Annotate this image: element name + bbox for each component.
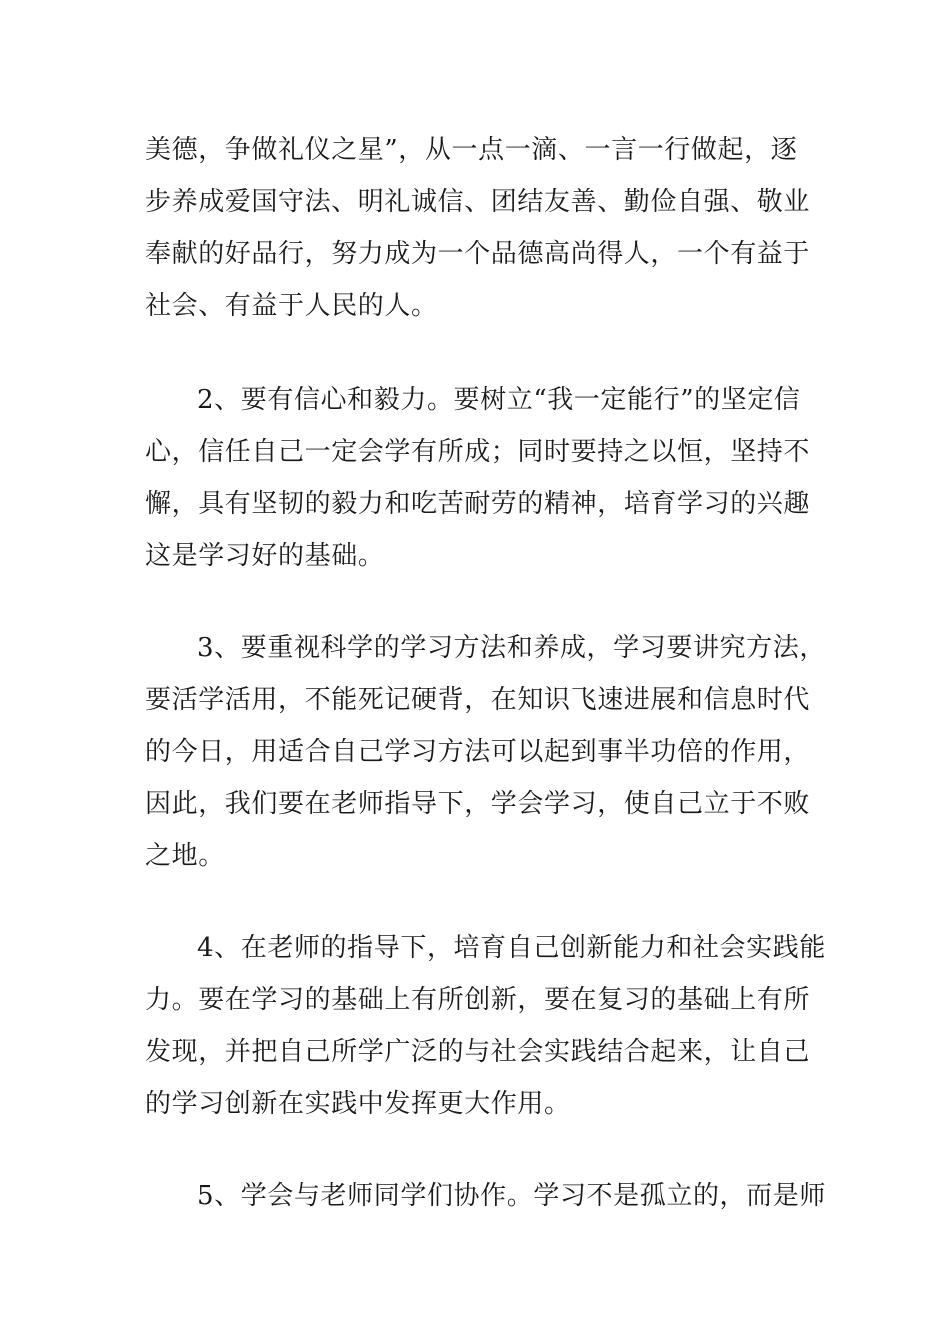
text-line: 美德，争做礼仪之星”，从一点一滴、一言一行做起，逐: [145, 135, 798, 165]
text-line: 因此，我们要在老师指导下，学会学习，使自己立于不败: [145, 789, 811, 819]
text-line: 要活学活用，不能死记硬背，在知识飞速进展和信息时代: [145, 685, 811, 715]
paragraph-confidence: [145, 374, 810, 582]
text-line: 心，信任自己一定会学有所成；同时要持之以恒，坚持不: [145, 437, 811, 467]
text-line: 力。要在学习的基础上有所创新，要在复习的基础上有所: [145, 985, 811, 1015]
paragraph-study-method: [145, 622, 826, 882]
paragraph-innovation: [145, 922, 826, 1130]
text-line: 5、学会与老师同学们协作。学习不是孤立的，而是师: [197, 1181, 826, 1211]
text-line: 步养成爱国守法、明礼诚信、团结友善、勤俭自强、敬业: [145, 187, 811, 217]
paragraph-virtue: [145, 124, 810, 332]
text-line: 这是学习好的基础。: [145, 541, 385, 571]
text-line: 4、在老师的指导下，培育自己创新能力和社会实践能: [197, 933, 826, 963]
text-line: 发现，并把自己所学广泛的与社会实践结合起来，让自己: [145, 1037, 811, 1067]
text-line: 之地。: [145, 841, 225, 871]
text-line: 的今日，用适合自己学习方法可以起到事半功倍的作用，: [145, 737, 811, 767]
text-line: 奉献的好品行，努力成为一个品德高尚得人，一个有益于: [145, 239, 811, 269]
text-line: 2、要有信心和毅力。要树立“我一定能行”的坚定信: [197, 385, 801, 415]
text-line: 3、要重视科学的学习方法和养成，学习要讲究方法，: [197, 633, 826, 663]
text-line: 社会、有益于人民的人。: [145, 291, 438, 321]
paragraph-cooperation: [145, 1170, 826, 1222]
text-line: 的学习创新在实践中发挥更大作用。: [145, 1089, 571, 1119]
text-line: 懈，具有坚韧的毅力和吃苦耐劳的精神，培育学习的兴趣: [145, 489, 811, 519]
